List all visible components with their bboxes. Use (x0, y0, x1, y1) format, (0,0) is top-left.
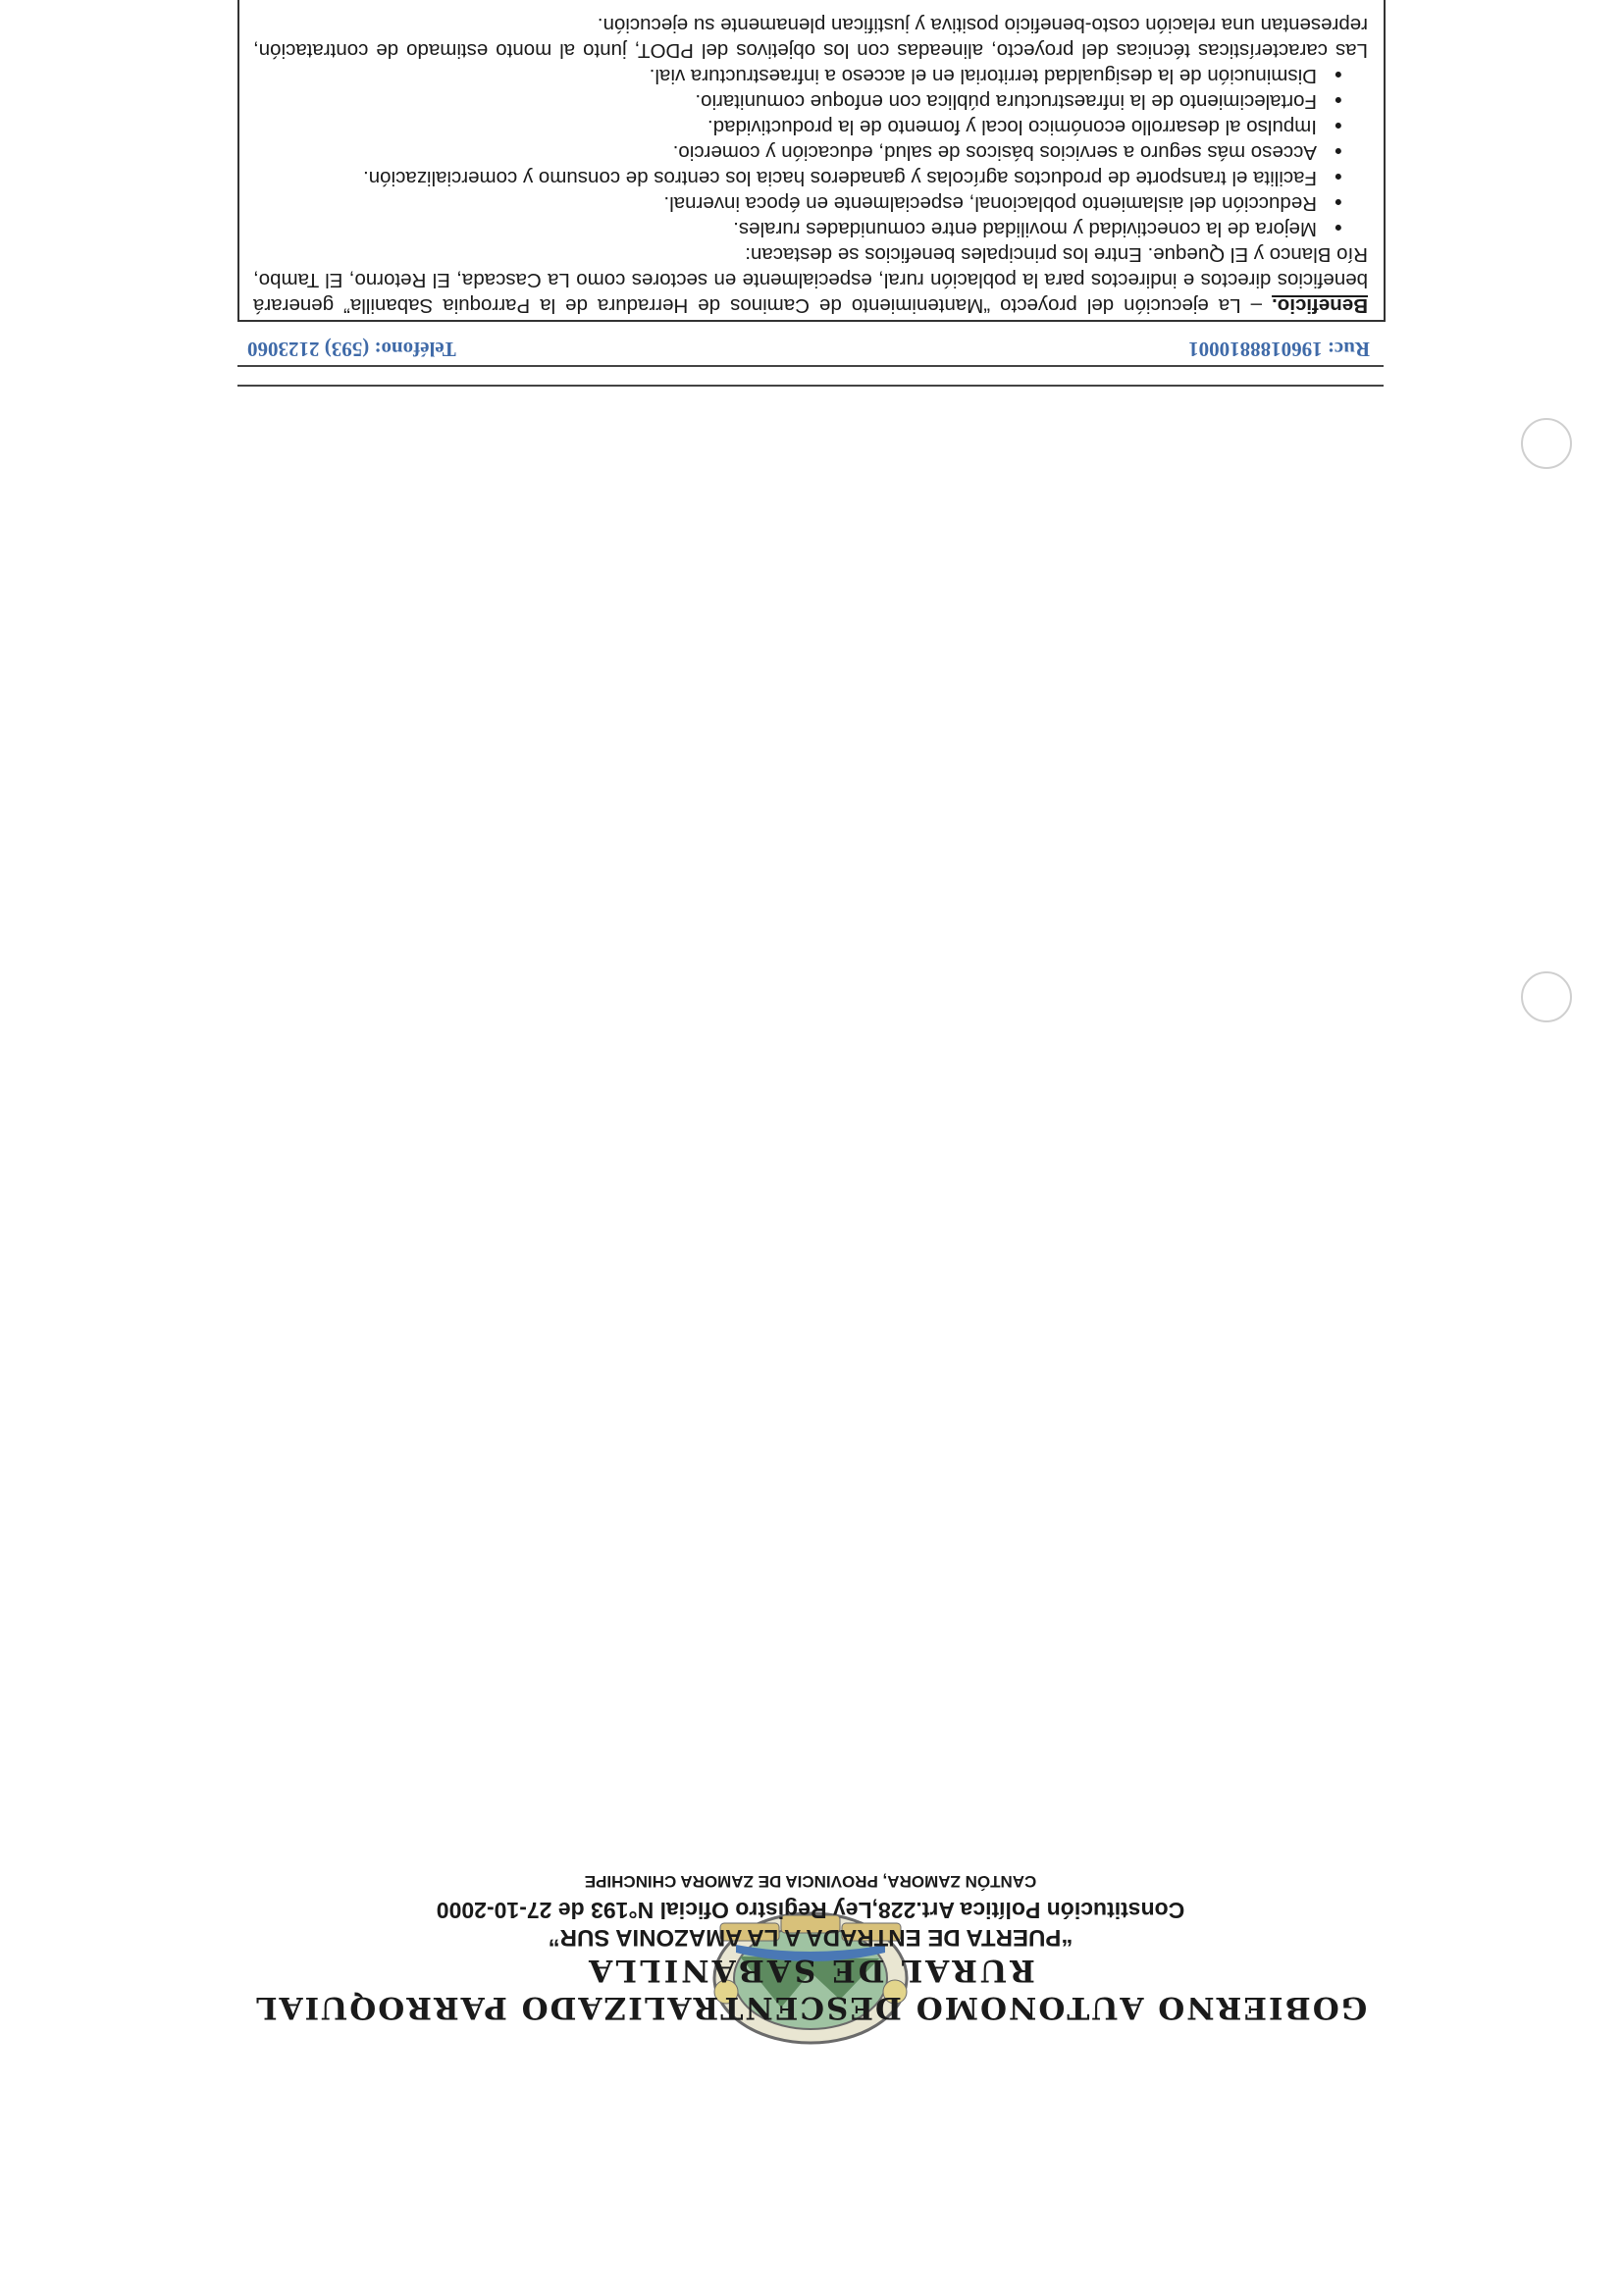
letterhead (234, 1872, 1387, 2047)
list-item: ● Acceso más seguro a servicios básicos de salud, educación y comercio. (253, 139, 1338, 165)
header-rule (237, 365, 1384, 367)
document-body (253, 0, 1368, 318)
list-item: ● Impulso al desarrollo económico local y fomento de la productividad. (253, 114, 1338, 139)
parish-name: RURAL DE SABANILLA (586, 1953, 1035, 1988)
beneficio-closing: Las características técnicas del proyecto, alineadas con los objetivos del PDOT, junto al monto estimado de contratación, representan una relación costo-beneficio positiva y justifican plenamente su ejecución. (253, 14, 1368, 62)
benefits-list (253, 63, 1368, 241)
list-item: ● Mejora de la conectividad y movilidad entre comunidades rurales. (253, 216, 1338, 241)
list-item: ● Fortalecimiento de la infraestructura pública con enfoque comunitario. (253, 88, 1338, 114)
letterhead-text (234, 1871, 1387, 2047)
beneficio-label: Beneficio. (1272, 294, 1368, 317)
slogan: “PUERTA DE ENTRADA A LA AMAZONIA SUR” (548, 1924, 1073, 1951)
punch-hole (1521, 971, 1572, 1022)
header-rule (237, 385, 1384, 387)
phone-number: Teléfono: (593) 2123060 (247, 338, 456, 361)
list-item: ● Facilita el transporte de productos agrícolas y ganaderos hacia los centros de consumo y comercialización. (253, 165, 1338, 190)
punch-hole (1521, 418, 1572, 469)
contact-line (237, 332, 1384, 361)
location: CANTÓN ZAMORA, PROVINCIA DE ZAMORA CHINCHIPE (584, 1872, 1037, 1891)
list-item: ● Disminución de la desigualdad territorial en el acceso a infraestructura vial. (253, 63, 1338, 88)
legal-basis: Constitución Política Art.228,Ley Registro Oficial N°193 de 27-10-2000 (436, 1898, 1185, 1923)
list-item: ● Reducción del aislamiento poblacional, especialmente en época invernal. (253, 190, 1338, 216)
institution-name: GOBIERNO AUTONOMO DESCENTRALIZADO PARROQUIAL (253, 1990, 1368, 2025)
ruc-number: Ruc: 1960188810001 (1188, 338, 1370, 361)
beneficio-paragraph: Beneficio. – La ejecución del proyecto “Mantenimiento de Caminos de Herradura de la Parroquia Sabanilla” generará beneficios directos e indirectos para la población rural, especialmente en sectores como La Cascada, El Retorno, El Tambo, Río Blanco y El Queque. Entre los principales beneficios se destacan: (253, 243, 1368, 317)
